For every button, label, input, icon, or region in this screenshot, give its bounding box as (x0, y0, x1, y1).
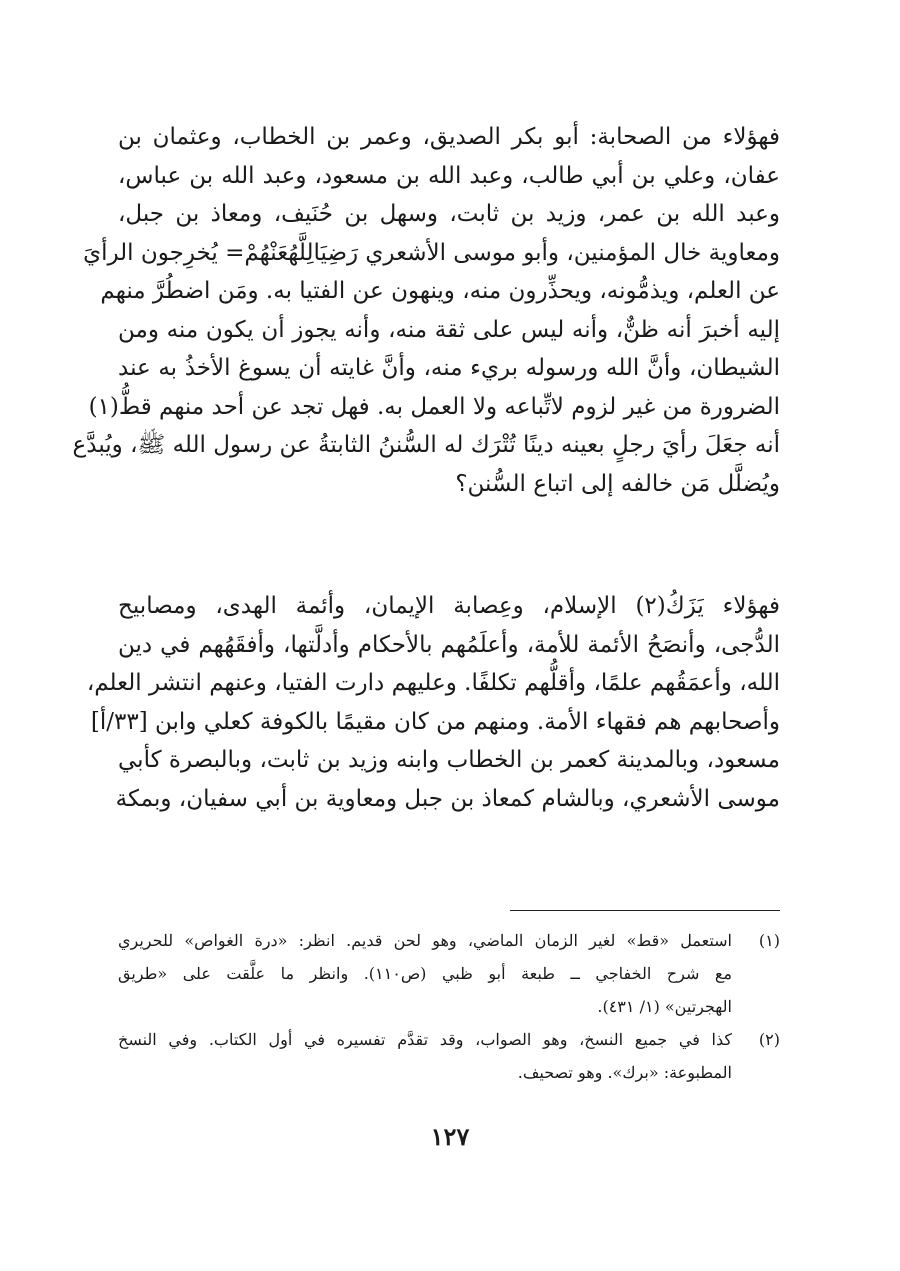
page-number: ١٢٧ (430, 1122, 470, 1151)
text-line: الدُّجى، وأنصَحُ الأئمة للأمة، وأعلَمُهم بالأحكام وأدلَّتها، وأفقَهُهم في دين (118, 631, 780, 658)
footnote-line: الهجرتين» (١/ ٤٣١). (597, 997, 732, 1016)
text-line: الضرورة من غير لزوم لاتِّباعه ولا العمل به. فهل تجد عن أحد منهم قطُّ(١) (88, 393, 780, 420)
footnote-1 (118, 924, 780, 1023)
text-line: فهؤلاء يَزَكُ(٢) الإسلام، وعِصابة الإيمان، وأئمة الهدى، ومصابيح (118, 593, 780, 619)
text-line: موسى الأشعري، وبالشام كمعاذ بن جبل ومعاوية بن أبي سفيان، وبمكة (115, 785, 780, 812)
text-line: الشيطان، وأنَّ الله ورسوله بريء منه، وأنَّ غايته أن يسوغ الأخذُ به عند (118, 355, 780, 381)
footnote-2 (118, 1023, 780, 1089)
text-line: الله، وأعمَقُهم علمًا، وأقلُّهم تكلفًا. وعليهم دارت الفتيا، وعنهم انتشر العلم، (86, 670, 780, 696)
text-line: وأصحابهم هم فقهاء الأمة. ومنهم من كان مقيمًا بالكوفة كعلي وابن [٣٣/أ] (90, 708, 780, 735)
text-line: عن العلم، ويذمُّونه، ويحذِّرون منه، وينهون عن الفتيا به. ومَن اضطُرَّ منهم (100, 278, 780, 304)
text-line: أنه جعَلَ رأيَ رجلٍ بعينه دينًا تُتْرَك له السُّننُ الثابتةُ عن رسول الله ﷺ، ويُبدَّع (72, 432, 780, 458)
footnote-number: (٢) (758, 1030, 780, 1049)
text-line: وعبد الله بن عمر، وزيد بن ثابت، وسهل بن حُنَيف، ومعاذ بن جبل، (118, 201, 780, 227)
text-line: فهؤلاء من الصحابة: أبو بكر الصديق، وعمر بن الخطاب، وعثمان بن (118, 124, 780, 150)
body-paragraph-1 (72, 118, 780, 503)
text-line: ومعاوية خال المؤمنين، وأبو موسى الأشعري رَضِيَالِلَّهُعَنْهُمْ= يُخرِجون الرأيَ (83, 239, 780, 266)
footnote-line: المطبوعة: «برك». وهو تصحيف. (517, 1063, 732, 1082)
text-line: ويُضلَّل مَن خالفه إلى اتباع السُّنن؟ (455, 470, 780, 497)
body-paragraph-2 (86, 587, 780, 818)
text-line: مسعود، وبالمدينة كعمر بن الخطاب وابنه وزيد بن ثابت، وبالبصرة كأبي (118, 747, 780, 773)
footnote-divider (510, 910, 780, 911)
text-line: إليه أخبرَ أنه ظنٌّ، وأنه ليس على ثقة منه، وأنه يجوز أن يكون منه ومن (118, 316, 780, 343)
footnote-number: (١) (758, 931, 780, 950)
text-line: عفان، وعلي بن أبي طالب، وعبد الله بن مسعود، وعبد الله بن عباس، (118, 162, 780, 189)
footnotes (118, 924, 780, 1089)
footnote-line: استعمل «قط» لغير الزمان الماضي، وهو لحن قديم. انظر: «درة الغواص» للحريري (118, 931, 733, 950)
footnote-line: مع شرح الخفاجي ــ طبعة أبو ظبي (ص١١٠). وانظر ما علَّقت على «طريق (118, 964, 732, 983)
footnote-line: كذا في جميع النسخ، وهو الصواب، وقد تقدَّم تفسيره في أول الكتاب. وفي النسخ (118, 1030, 732, 1049)
